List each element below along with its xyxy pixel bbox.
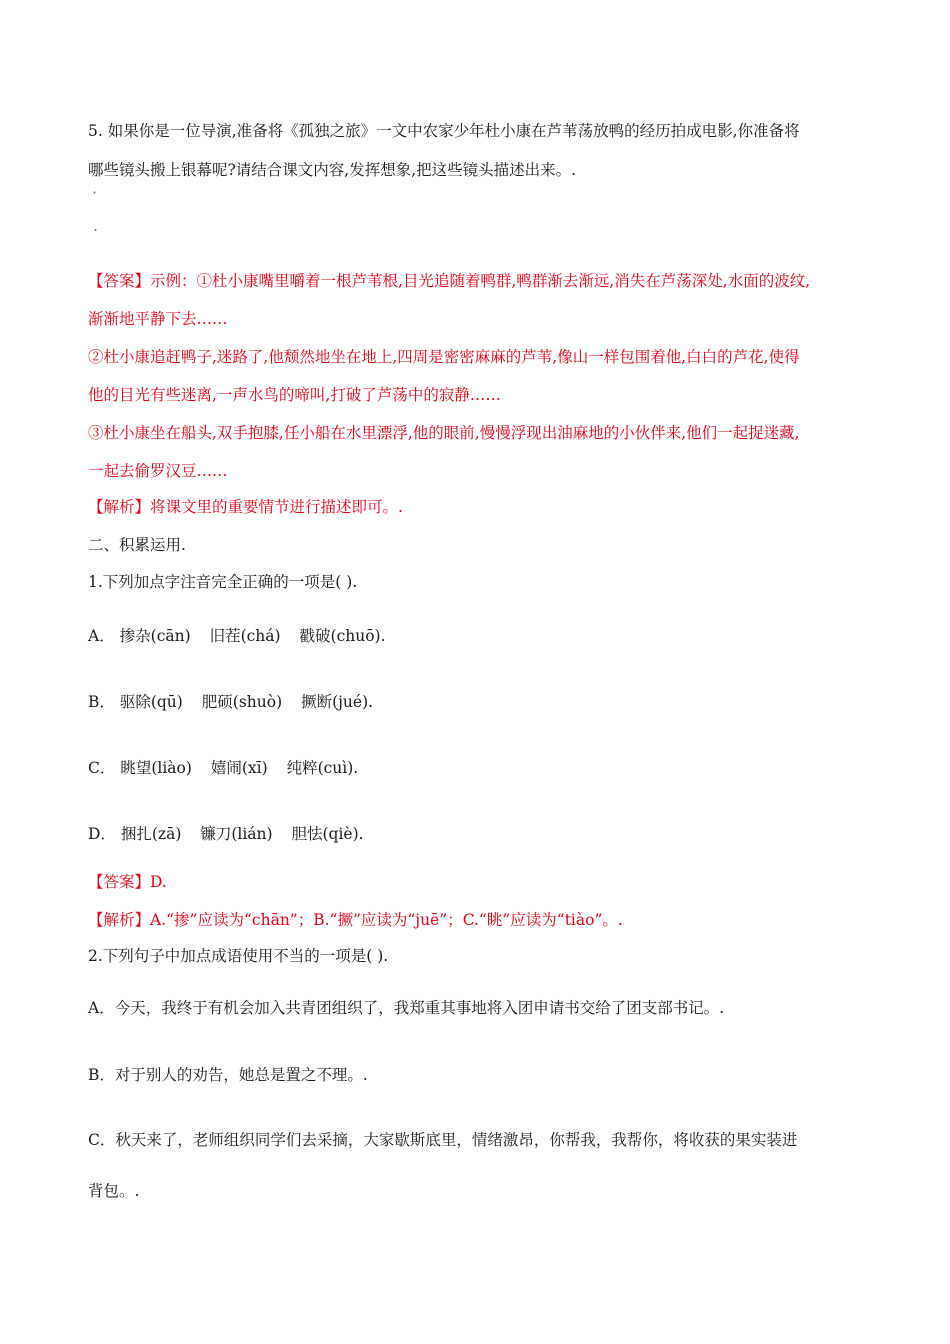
q2-option-c-line-2: 背包。. <box>88 1182 140 1200</box>
answer5-line-6: 一起去偷罗汉豆…… <box>88 462 228 480</box>
q1-option-a <box>88 624 400 646</box>
option-item: 肥硕(shuò) <box>201 693 283 711</box>
option-item: 撅断(jué). <box>301 693 374 711</box>
section-title: 二、积累运用. <box>88 536 186 554</box>
answer5-line-1 <box>88 271 910 291</box>
q1-analysis-line <box>88 910 910 930</box>
analysis-tag: 【解析】 <box>88 911 151 929</box>
q2-option-a: A．今天，我终于有机会加入共青团组织了，我郑重其事地将入团申请书交给了团支部书记。. <box>88 999 725 1017</box>
option-label: A． <box>88 627 115 645</box>
answer-tag: 【答案】 <box>88 873 151 891</box>
analysis5-text: 将课文里的重要情节进行描述即可。. <box>150 498 403 516</box>
q5-line-1: 5. 如果你是一位导演,准备将《孤独之旅》一文中农家少年杜小康在芦苇荡放鸭的经历拍成电影,你准备将 <box>88 122 800 140</box>
option-item: 眺望(liào) <box>120 759 192 777</box>
stray-dot-2: . <box>93 217 98 235</box>
answer5-line-2: 渐渐地平静下去…… <box>88 310 228 328</box>
q1-option-b <box>88 690 387 712</box>
q1-answer: D. <box>150 873 167 891</box>
q2-option-b: B．对于别人的劝告，她总是置之不理。. <box>88 1066 368 1084</box>
q2-option-c-line-1: C．秋天来了，老师组织同学们去采摘，大家歇斯底里，情绪激昂，你帮我，我帮你，将收获的果实装进 <box>88 1131 798 1149</box>
answer5-line-5: ③杜小康坐在船头,双手抱膝,任小船在水里漂浮,他的眼前,慢慢浮现出油麻地的小伙伴来,他们一起捉迷藏, <box>88 424 800 442</box>
answer5-line-4: 他的目光有些迷离,一声水鸟的啼叫,打破了芦荡中的寂静…… <box>88 386 501 404</box>
answer5-line-3: ②杜小康追赶鸭子,迷路了,他颓然地坐在地上,四周是密密麻麻的芦苇,像山一样包围着他,白白的芦花,使得 <box>88 348 800 366</box>
answer5-text-1: 示例：①杜小康嘴里嚼着一根芦苇根,目光追随着鸭群,鸭群渐去渐远,消失在芦荡深处,水面的波纹, <box>150 272 811 290</box>
q1-answer-line <box>88 872 910 892</box>
stray-dot-1: · <box>92 184 97 202</box>
q1-stem: 1.下列加点字注音完全正确的一项是( ). <box>88 573 358 591</box>
q5-line-2: 哪些镜头搬上银幕呢?请结合课文内容,发挥想象,把这些镜头描述出来。. <box>88 161 577 179</box>
option-label: B． <box>88 693 115 711</box>
option-item: 驱除(qū) <box>119 693 183 711</box>
analysis-tag: 【解析】 <box>88 498 151 516</box>
option-item: 嬉闹(xī) <box>210 759 268 777</box>
option-item: 捆扎(zā) <box>120 825 182 843</box>
answer-tag: 【答案】 <box>88 272 151 290</box>
option-item: 掺杂(cān) <box>119 627 191 645</box>
analysis5-line <box>88 497 910 517</box>
option-label: C． <box>88 759 116 777</box>
q1-analysis: A.“掺”应读为“chān”；B.“撅”应读为“juē”；C.“眺”应读为“tiào”。. <box>150 911 623 929</box>
q1-option-c <box>88 756 372 778</box>
option-item: 戳破(chuō). <box>299 627 386 645</box>
option-item: 纯粹(cuì). <box>286 759 359 777</box>
q2-stem: 2.下列句子中加点成语使用不当的一项是( ). <box>88 947 389 965</box>
q1-option-d <box>88 822 378 844</box>
option-item: 旧茬(chá) <box>209 627 281 645</box>
option-item: 镰刀(lián) <box>200 825 273 843</box>
option-label: D． <box>88 825 116 843</box>
option-item: 胆怯(qiè). <box>291 825 364 843</box>
